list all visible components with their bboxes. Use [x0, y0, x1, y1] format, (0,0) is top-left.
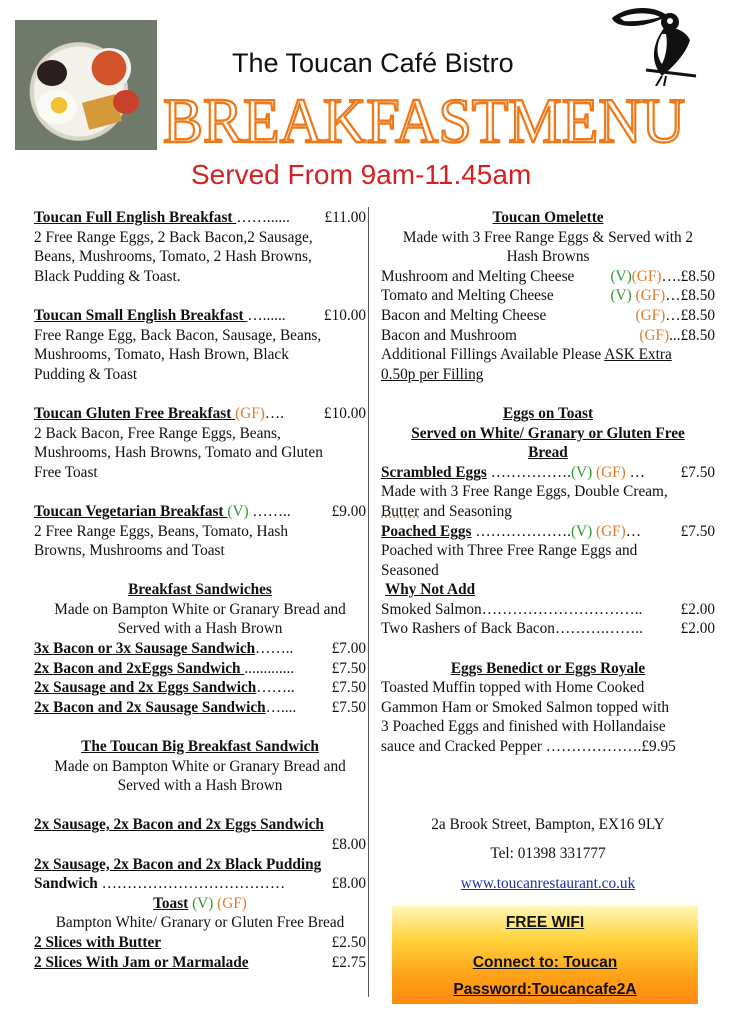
- full-english-desc-1: 2 Free Range Eggs, 2 Back Bacon,2 Sausage,: [34, 228, 313, 246]
- eggs-on-toast-subtitle-2: Bread: [528, 444, 568, 462]
- menu-heading-text: BREAKFASTMENU: [163, 86, 685, 152]
- big-sandwich-item-2: 2x Sausage, 2x Bacon and 2x Black Pudding: [34, 855, 322, 873]
- omelette-extra-2: 0.50p per Filling: [381, 365, 484, 383]
- poached-eggs-price: £7.50: [680, 522, 715, 540]
- vegetarian-desc-1: 2 Free Range Eggs, Beans, Tomato, Hash: [34, 522, 288, 540]
- poached-eggs-row: Poached Eggs ……………….(V) (GF)… £7.50: [381, 522, 715, 540]
- why-not-add-title: Why Not Add: [385, 581, 476, 599]
- omelette-desc-1: Made with 3 Free Range Eggs & Served with 2: [402, 228, 694, 246]
- small-english-desc-3: Pudding & Toast: [34, 365, 138, 383]
- small-english-price: £10.00: [323, 306, 366, 324]
- served-times: Served From 9am-11.45am: [191, 159, 532, 190]
- omelette-desc-2: Hash Browns: [506, 248, 590, 266]
- toast-item: 2 Slices with Butter £2.50: [34, 933, 366, 951]
- toast-desc: Bampton White/ Granary or Gluten Free Bread: [55, 914, 345, 932]
- benedict-desc-2: Gammon Ham or Smoked Salmon topped with: [381, 698, 670, 716]
- bistro-name: The Toucan Café Bistro: [232, 48, 514, 78]
- sandwich-item: 2x Sausage and 2x Eggs Sandwich…….. £7.50: [34, 679, 366, 697]
- website-link[interactable]: www.toucanrestaurant.co.uk: [460, 874, 636, 892]
- benedict-title: Eggs Benedict or Eggs Royale: [450, 659, 646, 677]
- small-english-row: Toucan Small English Breakfast …...... £10.00: [34, 306, 366, 324]
- left-column: [34, 208, 366, 972]
- fried-egg-shape: [37, 90, 77, 124]
- v-tag: (V): [227, 502, 249, 520]
- benedict-desc-1: Toasted Muffin topped with Home Cooked: [381, 679, 645, 697]
- big-sandwich-title: The Toucan Big Breakfast Sandwich: [81, 738, 319, 756]
- sandwich-item: 3x Bacon or 3x Sausage Sandwich…….. £7.00: [34, 640, 366, 658]
- benedict-price: £9.95: [641, 738, 676, 756]
- vegetarian-row: Toucan Vegetarian Breakfast (V) …….. £9.00: [34, 502, 366, 520]
- poached-eggs-name: Poached Eggs: [381, 522, 472, 540]
- full-english-row: Toucan Full English Breakfast ……...... £11.00: [34, 209, 366, 226]
- sandwich-item: 2x Bacon and 2x Sausage Sandwich….... £7.50: [34, 698, 366, 716]
- addon-item: Two Rashers of Back Bacon……….…….. £2.00: [381, 620, 715, 638]
- gluten-free-desc-2: Mushrooms, Hash Browns, Tomato and Gluten: [34, 444, 323, 462]
- addon-item: Smoked Salmon………………………….. £2.00: [381, 600, 715, 618]
- beans-shape: [85, 48, 133, 88]
- vegetarian-name: Toucan Vegetarian Breakfast: [34, 502, 228, 520]
- toast-item: 2 Slices With Jam or Marmalade £2.75: [34, 953, 366, 971]
- omelette-item: Mushroom and Melting Cheese (V)(GF)….£8.50: [381, 267, 715, 285]
- big-sandwich-item-1-price: £8.00: [331, 836, 366, 853]
- tomato-shape: [113, 90, 139, 114]
- sandwiches-desc-2: Served with a Hash Brown: [117, 620, 283, 638]
- sandwiches-title: Breakfast Sandwiches: [128, 581, 272, 599]
- sandwich-item: 2x Bacon and 2xEggs Sandwich ............. £7.50: [34, 659, 366, 677]
- poached-desc-2: Seasoned: [381, 561, 439, 579]
- big-sandwich-desc-2: Served with a Hash Brown: [117, 777, 283, 795]
- gluten-free-price: £10.00: [323, 404, 366, 422]
- scrambled-eggs-price: £7.50: [680, 463, 715, 481]
- scrambled-eggs-name: Scrambled Eggs: [381, 463, 487, 481]
- toast-title-row: Toast (V) (GF): [153, 894, 247, 912]
- full-english-price: £11.00: [324, 209, 366, 226]
- full-english-name: Toucan Full English Breakfast: [34, 209, 237, 226]
- column-divider: [368, 207, 369, 997]
- wifi-connect: Connect to: Toucan: [472, 954, 618, 971]
- scrambled-desc-2: Butter and Seasoning: [381, 502, 512, 520]
- omelette-title: Toucan Omelette: [492, 209, 604, 226]
- big-sandwich-item-2-row: Sandwich ……………………………… £8.00: [34, 875, 366, 893]
- breakfast-photo: [15, 20, 157, 150]
- wifi-password: Password:Toucancafe2A: [453, 981, 637, 998]
- toucan-logo-icon: [606, 4, 698, 86]
- omelette-item: Tomato and Melting Cheese (V) (GF)…£8.50: [381, 287, 715, 305]
- big-sandwich-item-2-price: £8.00: [331, 875, 366, 893]
- full-english-desc-3: Black Pudding & Toast.: [34, 267, 181, 285]
- big-sandwich-desc-1: Made on Bampton White or Granary Bread and: [54, 757, 346, 775]
- small-english-desc-2: Mushrooms, Tomato, Hash Brown, Black: [34, 346, 289, 364]
- benedict-desc-3: 3 Poached Eggs and finished with Hollandaise: [381, 718, 666, 736]
- wifi-box: [392, 906, 698, 1004]
- gf-tag: (GF): [235, 404, 265, 422]
- menu-heading: [160, 86, 688, 152]
- eggs-on-toast-title: Eggs on Toast: [502, 404, 594, 422]
- eggs-on-toast-subtitle-1: Served on White/ Granary or Gluten Free: [411, 424, 685, 442]
- toast-title: Toast: [153, 894, 189, 912]
- benedict-last-line: sauce and Cracked Pepper ……………….£9.95: [381, 738, 676, 756]
- phone-number: Tel: 01398 331777: [490, 845, 606, 863]
- scrambled-desc-1: Made with 3 Free Range Eggs, Double Cream,: [381, 483, 668, 501]
- big-sandwich-item-1: 2x Sausage, 2x Bacon and 2x Eggs Sandwich: [34, 816, 324, 834]
- gluten-free-row: Toucan Gluten Free Breakfast (GF)…. £10.00: [34, 404, 366, 422]
- poached-desc-1: Poached with Three Free Range Eggs and: [381, 542, 638, 560]
- gluten-free-name: Toucan Gluten Free Breakfast: [34, 404, 236, 422]
- vegetarian-price: £9.00: [331, 502, 366, 520]
- gluten-free-desc-1: 2 Back Bacon, Free Range Eggs, Beans,: [34, 424, 281, 442]
- scrambled-eggs-row: Scrambled Eggs …………….(V) (GF) … £7.50: [381, 463, 715, 481]
- address: 2a Brook Street, Bampton, EX16 9LY: [431, 815, 665, 833]
- small-english-desc-1: Free Range Egg, Back Bacon, Sausage, Beans,: [34, 326, 322, 344]
- vegetarian-desc-2: Browns, Mushrooms and Toast: [34, 542, 225, 560]
- black-pudding-shape: [37, 60, 67, 86]
- omelette-item: Bacon and Melting Cheese (GF)…£8.50: [381, 306, 715, 324]
- right-column: [381, 208, 715, 893]
- omelette-extra: Additional Fillings Available Please ASK Extra: [381, 346, 672, 364]
- sandwiches-desc-1: Made on Bampton White or Granary Bread and: [54, 600, 346, 618]
- omelette-item: Bacon and Mushroom (GF)...£8.50: [381, 326, 715, 344]
- wifi-title: FREE WIFI: [505, 914, 585, 931]
- full-english-desc-2: Beans, Mushrooms, Tomato, 2 Hash Browns,: [34, 248, 312, 266]
- gluten-free-desc-3: Free Toast: [34, 463, 98, 481]
- small-english-name: Toucan Small English Breakfast: [34, 306, 248, 324]
